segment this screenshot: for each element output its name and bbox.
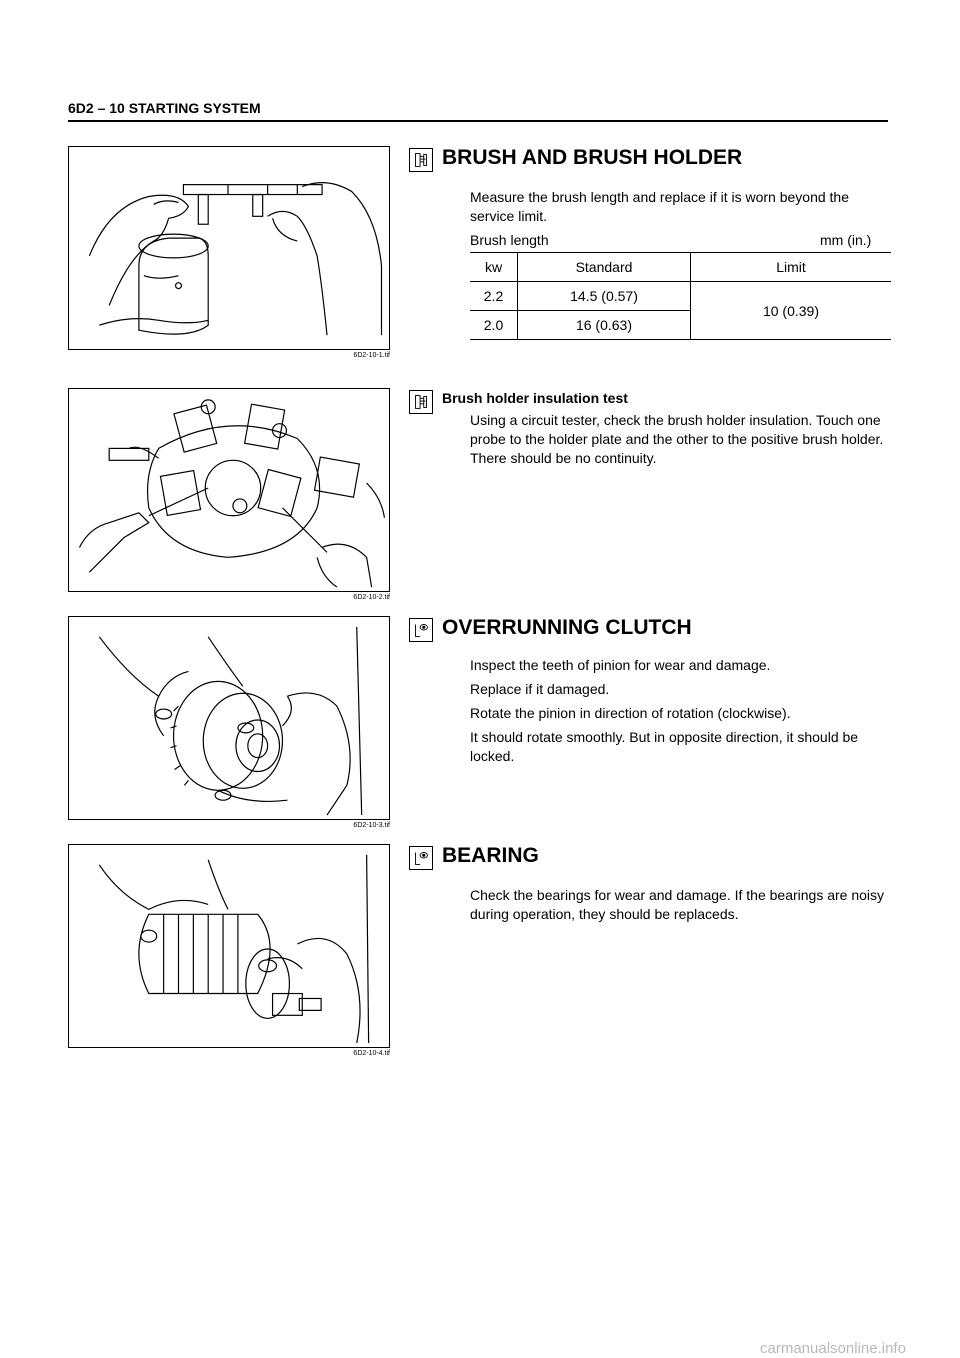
table-header-row <box>470 253 891 282</box>
measure-icon <box>409 148 433 172</box>
paragraph: Rotate the pinion in direction of rotation (clockwise). <box>470 705 791 721</box>
page-header: 6D2 – 10 STARTING SYSTEM <box>68 100 261 116</box>
figure-brush-measure <box>68 146 390 350</box>
paragraph: Check the bearings for wear and damage. If the bearings are noisy during operation, they should be replaceds. <box>470 887 885 922</box>
table-cell: 16 (0.63) <box>518 311 691 340</box>
table-cell: 2.0 <box>470 311 518 340</box>
figure-caption: 6D2-10-3.tif <box>353 822 390 829</box>
table-row <box>470 282 891 311</box>
paragraph: Using a circuit tester, check the brush holder insulation. Touch one probe to the holder plate and the other to the positive brush holder. There should be no continuity. <box>470 412 884 466</box>
paragraph: Inspect the teeth of pinion for wear and damage. <box>470 657 771 673</box>
brush-length-table <box>470 252 891 340</box>
figure-caption: 6D2-10-1.tif <box>353 352 390 359</box>
table-cell: 14.5 (0.57) <box>518 282 691 311</box>
section-heading: BRUSH AND BRUSH HOLDER <box>442 146 743 169</box>
paragraph: It should rotate smoothly. But in opposite direction, it should be locked. <box>470 729 859 764</box>
section-heading: OVERRUNNING CLUTCH <box>442 616 692 639</box>
measure-icon <box>409 390 433 414</box>
figure-bearing <box>68 844 390 1048</box>
figure-insulation-test <box>68 388 390 592</box>
section-body <box>470 188 890 231</box>
table-cell: 2.2 <box>470 282 518 311</box>
header-cell: kw <box>470 253 518 282</box>
paragraph: Measure the brush length and replace if it is worn beyond the service limit. <box>470 189 850 224</box>
paragraph: Replace if it damaged. <box>470 681 610 697</box>
subsection-heading: Brush holder insulation test <box>442 390 628 406</box>
header-rule <box>68 120 888 122</box>
figure-caption: 6D2-10-2.tif <box>353 594 390 601</box>
table-label: Brush length <box>470 232 549 248</box>
section-body <box>470 656 890 771</box>
header-cell: Limit <box>691 253 892 282</box>
header-cell: Standard <box>518 253 691 282</box>
section-heading: BEARING <box>442 844 539 867</box>
section-body <box>470 886 890 929</box>
table-unit: mm (in.) <box>820 232 872 248</box>
inspect-icon <box>409 846 433 870</box>
figure-caption: 6D2-10-4.tif <box>353 1050 390 1057</box>
inspect-icon <box>409 618 433 642</box>
figure-overrunning-clutch <box>68 616 390 820</box>
table-cell-limit: 10 (0.39) <box>691 282 892 340</box>
watermark: carmanualsonline.info <box>760 1340 906 1357</box>
section-body <box>470 411 890 473</box>
